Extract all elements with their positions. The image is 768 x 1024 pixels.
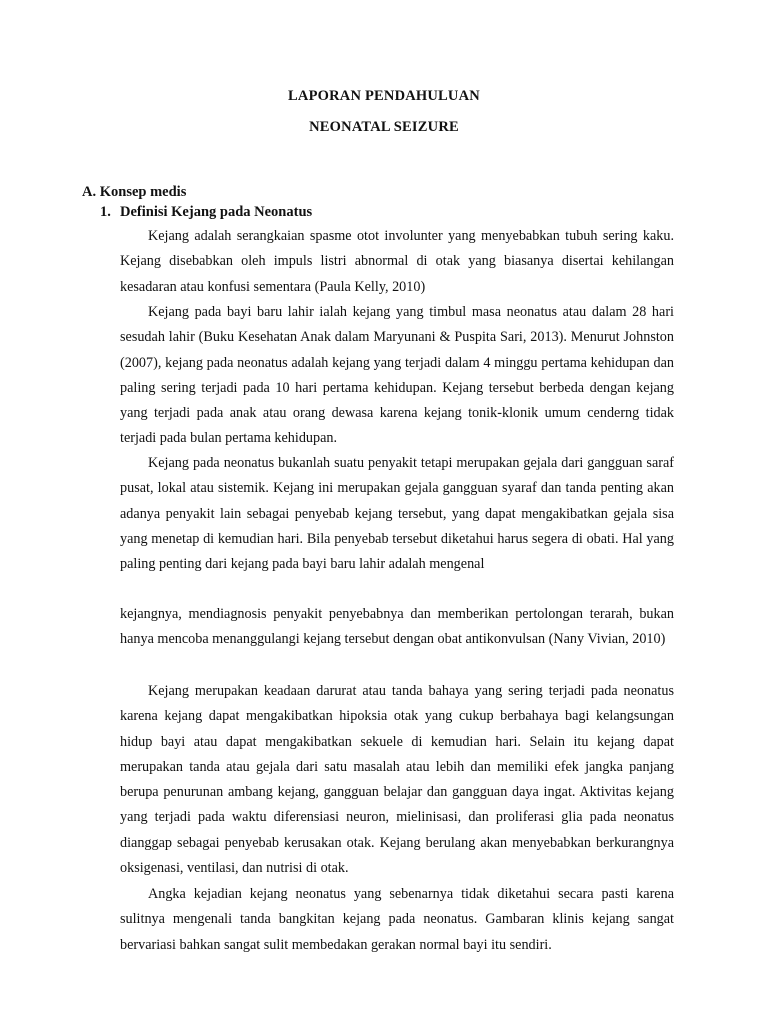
subsection-heading [100, 204, 312, 221]
subsection-title: Definisi Kejang pada Neonatus [120, 204, 313, 220]
paragraph-1: Kejang adalah serangkaian spasme otot involunter yang menyebabkan tubuh sering kaku. Kejang disebabkan oleh impuls listri abnormal di otak yang biasanya disertai kehilangan kesadaran atau konfusi sementara (Paula Kelly, 2010) [120, 228, 674, 295]
paragraph-3: Kejang pada neonatus bukanlah suatu penyakit tetapi merupakan gejala dari gangguan saraf pusat, lokal atau sistemik. Kejang ini merupakan gejala gangguan syaraf dan tanda penting akan adanya penyakit lain sebagai penyebab kejang tersebut, yang dapat mengakibatkan gejala sisa yang menetap di kemudian hari. Bila penyebab tersebut diketahui harus segera di obati. Hal yang paling penting dari kejang pada bayi baru lahir adalah mengenal [120, 455, 674, 573]
document-title: LAPORAN PENDAHULUAN [288, 88, 480, 104]
paragraph-4: kejangnya, mendiagnosis penyakit penyebabnya dan memberikan pertolongan terarah, bukan hanya mencoba menanggulangi kejang tersebut dengan obat antikonvulsan (Nany Vivian, 2010) [120, 606, 674, 648]
section-heading: A. Konsep medis [82, 184, 187, 200]
paragraph-5: Kejang merupakan keadaan darurat atau tanda bahaya yang sering terjadi pada neonatus karena kejang dapat mengakibatkan hipoksia otak yang cukup berbahaya bagi kelangsungan hidup bayi atau dapat mengakibatkan sekuele di kemudian hari. Selain itu kejang dapat merupakan tanda atau gejala dari satu masalah atau lebih dan memiliki efek jangka panjang berupa penurunan ambang kejang, gangguan belajar dan gangguan daya ingat. Aktivitas kejang yang terjadi pada waktu diferensiasi neuron, mielinisasi, dan proliferasi glia pada neonatus dianggap sebagai penyebab kerusakan otak. Kejang berulang akan menyebabkan berkurangnya oksigenasi, ventilasi, dan nutrisi di otak. [120, 683, 674, 877]
document-subtitle: NEONATAL SEIZURE [309, 119, 459, 135]
subsection-number: 1. [100, 204, 111, 220]
paragraph-2: Kejang pada bayi baru lahir ialah kejang yang timbul masa neonatus atau dalam 28 hari sesudah lahir (Buku Kesehatan Anak dalam Maryunani & Puspita Sari, 2013). Menurut Johnston (2007), kejang pada neonatus adalah kejang yang terjadi dalam 4 minggu pertama kehidupan dan paling sering terjadi pada 10 hari pertama kehidupan. Kejang tersebut berbeda dengan kejang yang terjadi pada anak atau orang dewasa karena kejang tonik-klonik umum cenderng tidak terjadi pada bulan pertama kehidupan. [120, 304, 674, 447]
paragraph-6: Angka kejadian kejang neonatus yang sebenarnya tidak diketahui secara pasti karena sulitnya mengenali tanda bangkitan kejang pada neonatus. Gambaran klinis kejang sangat bervariasi bahkan sangat sulit membedakan gerakan normal bayi itu sendiri. [120, 886, 674, 953]
